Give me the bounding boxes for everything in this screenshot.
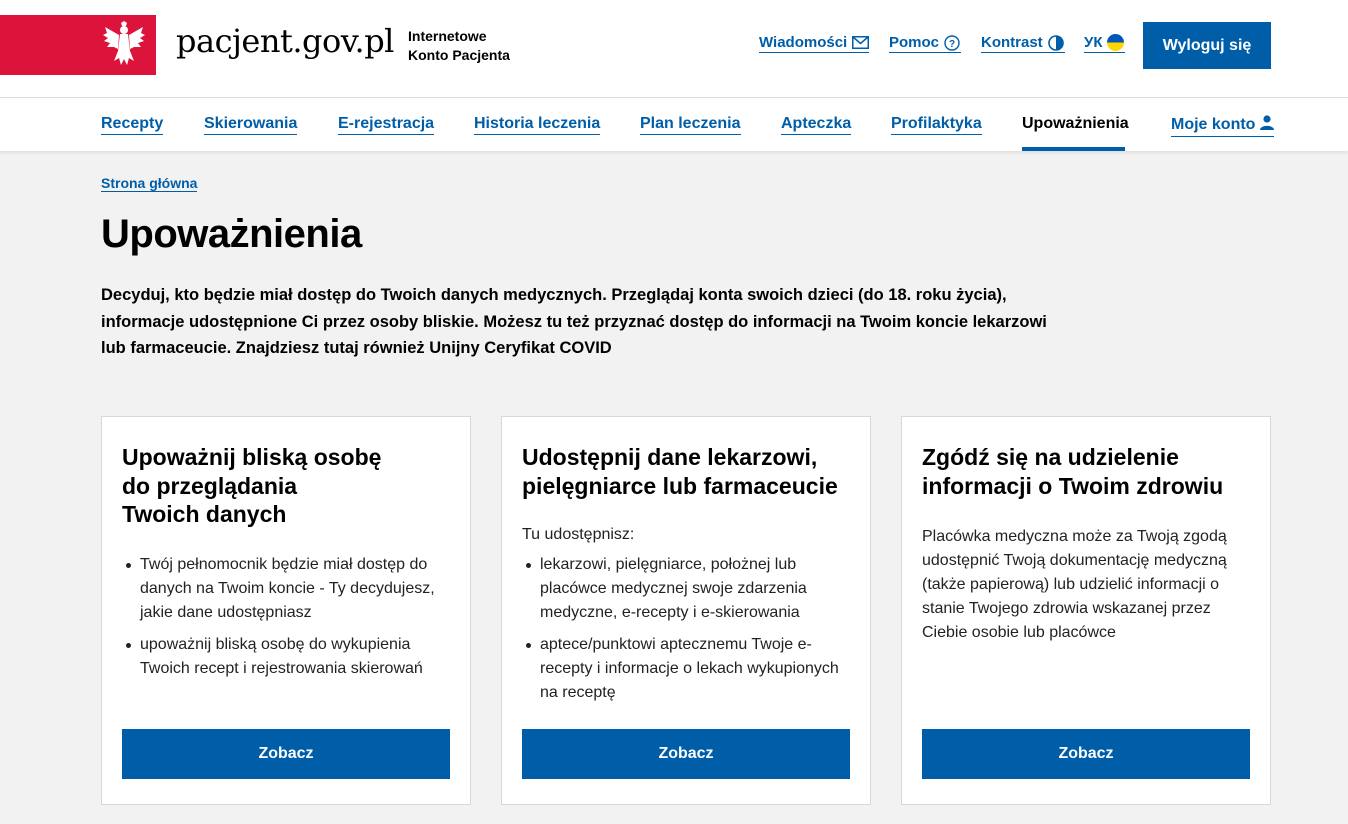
question-circle-icon xyxy=(943,35,961,51)
card-title-line: do przeglądania xyxy=(122,472,298,499)
card-title xyxy=(922,443,1252,500)
site-subtitle-line: Konto Pacjenta xyxy=(408,47,510,63)
card-title-line: pielęgniarce lub farmaceucie xyxy=(522,472,838,499)
main-nav xyxy=(0,98,1348,151)
nav-item-treatment-history[interactable]: Historia leczenia xyxy=(474,115,600,135)
card-body xyxy=(522,523,857,713)
card-share-with-doctor xyxy=(501,416,871,805)
nav-item-authorizations[interactable]: Upoważnienia xyxy=(1022,115,1129,132)
svg-text:?: ? xyxy=(948,38,956,50)
card-bullet-list xyxy=(122,553,457,681)
card-title-line: Twoich danych xyxy=(122,501,287,527)
card-title-line: informacji o Twoim zdrowiu xyxy=(922,472,1224,499)
my-account-label: Moje konto xyxy=(1171,116,1256,133)
nav-item-my-account[interactable] xyxy=(1171,115,1274,137)
site-subtitle-line: Internetowe xyxy=(408,28,487,44)
card-title-line: Upoważnij bliską osobę xyxy=(122,444,382,470)
white-eagle-icon xyxy=(102,21,146,69)
nav-item-prescriptions[interactable]: Recepty xyxy=(101,115,163,135)
user-icon xyxy=(1260,115,1274,135)
card-consent-health-info xyxy=(901,416,1271,805)
logout-button[interactable]: Wyloguj się xyxy=(1143,22,1271,69)
card-title-line: Udostępnij dane lekarzowi, xyxy=(522,444,818,470)
emblem-logo[interactable] xyxy=(0,15,156,75)
help-label: Pomoc xyxy=(889,34,940,51)
nav-active-indicator xyxy=(1022,147,1125,151)
nav-item-prevention[interactable]: Profilaktyka xyxy=(891,115,982,135)
top-header xyxy=(0,0,1348,98)
nav-item-e-registration[interactable]: E-rejestracja xyxy=(338,115,434,135)
card-title xyxy=(522,443,852,500)
ukraine-flag-icon xyxy=(1107,35,1125,51)
page-title: Upoważnienia xyxy=(101,212,362,256)
card-bullet-list xyxy=(522,553,857,705)
page-intro: Decyduj, kto będzie miał dostęp do Twoich danych medycznych. Przeglądaj konta swoich dzieci (do 18. roku życia), informacje udostępnione Ci przez osoby bliskie. Możesz tu też przyznać dostęp do informacji na Twoim koncie lekarzowi lub farmaceucie. Znajdziesz tutaj również Unijny Ceryfikat COVID xyxy=(101,286,1047,357)
messages-link[interactable] xyxy=(759,34,869,53)
see-button[interactable]: Zobacz xyxy=(522,729,850,779)
card-title xyxy=(122,443,452,529)
language-link[interactable] xyxy=(1084,34,1125,53)
breadcrumb-home[interactable]: Strona główna xyxy=(101,175,198,191)
contrast-icon xyxy=(1047,35,1065,51)
envelope-icon xyxy=(851,35,869,51)
card-text: Placówka medyczna może za Twoją zgodą udostępnić Twoją dokumentację medyczną (także papierową) lub udzielić informacji o stanie Twojego zdrowia wskazanej przez Ciebie osobie lub placówce xyxy=(922,528,1227,641)
contrast-link[interactable] xyxy=(981,34,1065,53)
card-body xyxy=(122,553,457,689)
list-item: aptece/punktowi aptecznemu Twoje e-recepty i informacje o lekach wykupionych na receptę xyxy=(522,633,857,705)
nav-item-medicine-cabinet[interactable]: Apteczka xyxy=(781,115,851,135)
see-button[interactable]: Zobacz xyxy=(922,729,1250,779)
language-label: УК xyxy=(1084,34,1103,51)
card-lead: Tu udostępnisz: xyxy=(522,526,635,543)
messages-label: Wiadomości xyxy=(759,34,848,51)
card-authorize-close-person xyxy=(101,416,471,805)
site-subtitle xyxy=(408,27,510,65)
see-button[interactable]: Zobacz xyxy=(122,729,450,779)
site-name[interactable]: pacjent.gov.pl xyxy=(176,22,394,60)
card-title-line: Zgódź się na udzielenie xyxy=(922,444,1179,470)
contrast-label: Kontrast xyxy=(981,34,1043,51)
nav-item-treatment-plan[interactable]: Plan leczenia xyxy=(640,115,741,135)
card-body xyxy=(922,525,1242,645)
help-link[interactable] xyxy=(889,34,961,53)
list-item: upoważnij bliską osobę do wykupienia Twoich recept i rejestrowania skierowań xyxy=(122,633,457,681)
nav-item-referrals[interactable]: Skierowania xyxy=(204,115,297,135)
list-item: Twój pełnomocnik będzie miał dostęp do danych na Twoim koncie - Ty decydujesz, jakie dane udostępniasz xyxy=(122,553,457,625)
list-item: lekarzowi, pielęgniarce, położnej lub placówce medycznej swoje zdarzenia medyczne, e-recepty i e-skierowania xyxy=(522,553,857,625)
